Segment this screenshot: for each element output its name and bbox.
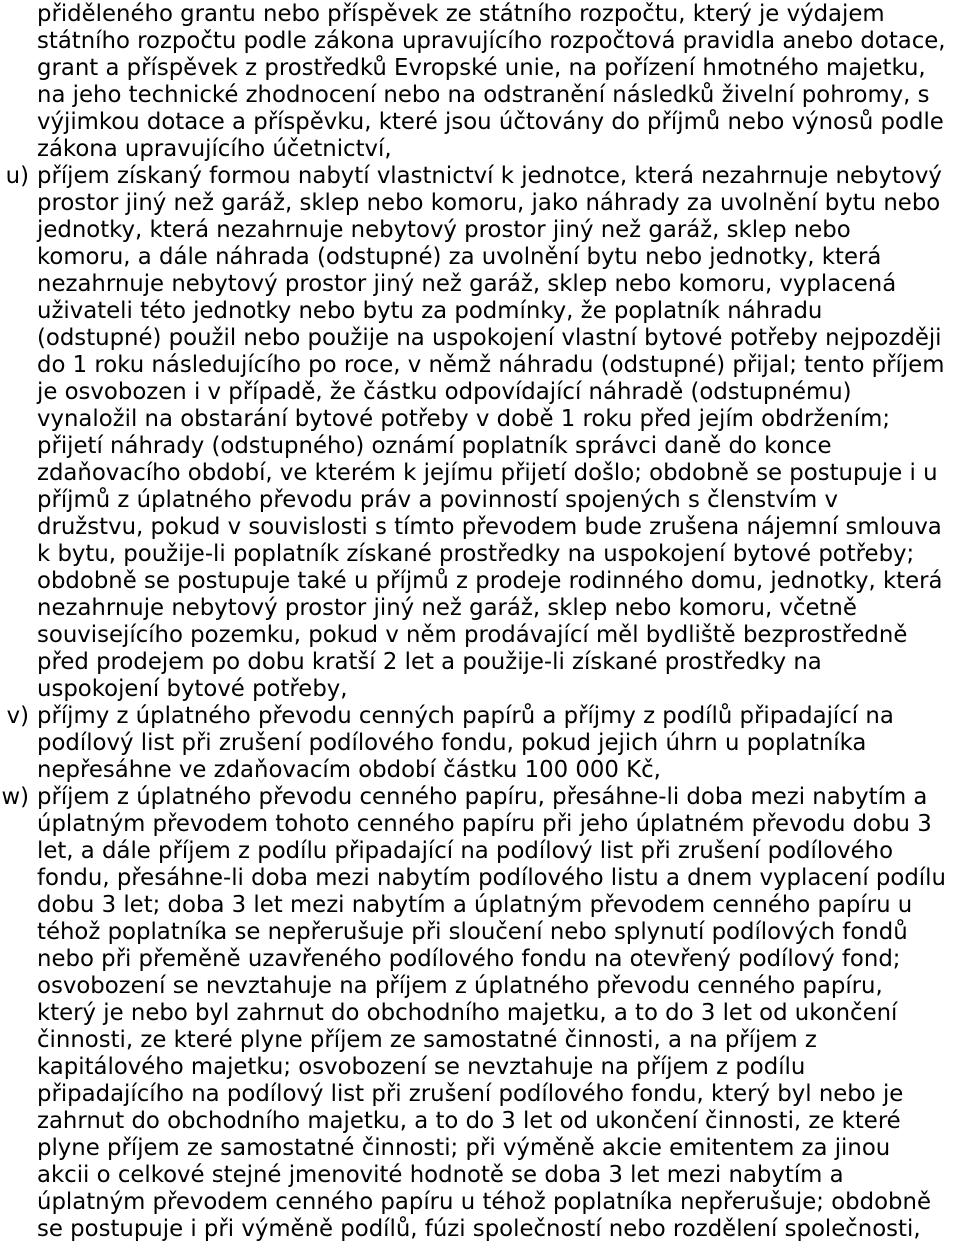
text-line: jednotky, která nezahrnuje nebytový prostor jiný než garáž, sklep nebo (37, 217, 851, 243)
text-line: obdobně se postupuje také u příjmů z prodeje rodinného domu, jednotky, která (37, 568, 943, 594)
text-line: fondu, přesáhne-li doba mezi nabytím podílového listu a dnem vyplacení podílu (37, 865, 946, 891)
text-line: let, a dále příjem z podílu připadající na podílový list při zrušení podílového (37, 838, 894, 864)
text-line: téhož poplatníka se nepřerušuje při sloučení nebo splynutí podílových fondů (37, 919, 908, 945)
text-line: je osvobozen i v případě, že částku odpovídající náhradě (odstupnému) (37, 379, 852, 405)
text-line: vynaložil na obstarání bytové potřeby v době 1 roku před jejím obdržením; (37, 406, 891, 432)
text-line: k bytu, použije-li poplatník získané prostředky na uspokojení bytové potřeby; (37, 541, 915, 567)
text-line: přiděleného grantu nebo příspěvek ze státního rozpočtu, který je výdajem (37, 1, 885, 27)
list-item-u (0, 163, 960, 703)
text-line: akcii o celkové stejné jmenovité hodnotě se doba 3 let mezi nabytím a (37, 1162, 844, 1188)
text-line: kapitálového majetku; osvobození se nevztahuje na příjem z podílu (37, 1054, 806, 1080)
text-line: který je nebo byl zahrnut do obchodního majetku, a to do 3 let od ukončení (37, 1000, 898, 1026)
text-line: zdaňovacího období, ve kterém k jejímu přijetí došlo; obdobně se postupuje i u (37, 460, 938, 486)
text-line: na jeho technické zhodnocení nebo na odstranění následků živelní pohromy, s (37, 82, 930, 108)
item-text: příjem získaný formou nabytí vlastnictví k jednotce, která nezahrnuje nebytový (37, 163, 942, 189)
text-line: do 1 roku následujícího po roce, v němž náhradu (odstupné) přijal; tento příjem (37, 352, 945, 378)
text-line: dobu 3 let; doba 3 let mezi nabytím a úplatným převodem cenného papíru u (37, 892, 913, 918)
text-line: se postupuje i při výměně podílů, fúzi společností nebo rozdělení společnosti, (37, 1216, 921, 1242)
text-line: uživateli této jednotky nebo bytu za podmínky, že poplatník náhradu (37, 298, 823, 324)
list-item-v (0, 703, 960, 784)
text-line: výjimkou dotace a příspěvku, které jsou účtovány do příjmů nebo výnosů podle (37, 109, 944, 135)
text-line: před prodejem po dobu kratší 2 let a použije-li získané prostředky na (37, 649, 822, 675)
text-line (0, 163, 960, 190)
list-item-w (0, 784, 960, 1243)
text-line: uspokojení bytové potřeby, (37, 676, 348, 702)
text-line: nezahrnuje nebytový prostor jiný než garáž, sklep nebo komoru, vyplacená (37, 271, 897, 297)
text-line: komoru, a dále náhrada (odstupné) za uvolnění bytu nebo jednotky, která (37, 244, 882, 270)
text-line: nepřesáhne ve zdaňovacím období částku 100 000 Kč, (37, 757, 661, 783)
text-line: připadajícího na podílový list při zrušení podílového fondu, který byl nebo je (37, 1081, 904, 1107)
text-line: souvisejícího pozemku, pokud v něm prodávající měl bydliště bezprostředně (37, 622, 908, 648)
text-line: osvobození se nevztahuje na příjem z úplatného převodu cenného papíru, (37, 973, 883, 999)
item-label: u) (5, 163, 29, 189)
item-label: v) (6, 703, 29, 729)
text-line: činnosti, ze které plyne příjem ze samostatné činnosti, a na příjem z (37, 1027, 817, 1053)
text-line: státního rozpočtu podle zákona upravujícího rozpočtová pravidla anebo dotace, (37, 28, 946, 54)
text-line: (odstupné) použil nebo použije na uspokojení vlastní bytové potřeby nejpozději (37, 325, 942, 351)
text-line: nezahrnuje nebytový prostor jiný než garáž, sklep nebo komoru, včetně (37, 595, 857, 621)
item-text: příjmy z úplatného převodu cenných papírů a příjmy z podílů připadající na (37, 703, 894, 729)
text-line: zákona upravujícího účetnictví, (37, 136, 392, 162)
text-line: úplatným převodem cenného papíru u téhož poplatníka nepřerušuje; obdobně (37, 1189, 931, 1215)
text-line: grant a příspěvek z prostředků Evropské unie, na pořízení hmotného majetku, (37, 55, 926, 81)
paragraph-continuation (0, 1, 960, 163)
text-line: družstvu, pokud v souvislosti s tímto převodem bude zrušena nájemní smlouva (37, 514, 942, 540)
text-line: příjmů z úplatného převodu práv a povinností spojených s členstvím v (37, 487, 838, 513)
text-line: prostor jiný než garáž, sklep nebo komoru, jako náhrady za uvolnění bytu nebo (37, 190, 941, 216)
item-label: w) (1, 784, 29, 810)
text-line: plyne příjem ze samostatné činnosti; při výměně akcie emitentem za jinou (37, 1135, 891, 1161)
text-line: podílový list při zrušení podílového fondu, pokud jejich úhrn u poplatníka (37, 730, 867, 756)
text-line (0, 703, 960, 730)
text-line: zahrnut do obchodního majetku, a to do 3 let od ukončení činnosti, ze které (37, 1108, 901, 1134)
text-line (0, 784, 960, 811)
text-line: přijetí náhrady (odstupného) oznámí poplatník správci daně do konce (37, 433, 832, 459)
text-line: úplatným převodem tohoto cenného papíru při jeho úplatném převodu dobu 3 (37, 811, 932, 837)
text-line: nebo při přeměně uzavřeného podílového fondu na otevřený podílový fond; (37, 946, 901, 972)
item-text: příjem z úplatného převodu cenného papíru, přesáhne-li doba mezi nabytím a (37, 784, 928, 810)
